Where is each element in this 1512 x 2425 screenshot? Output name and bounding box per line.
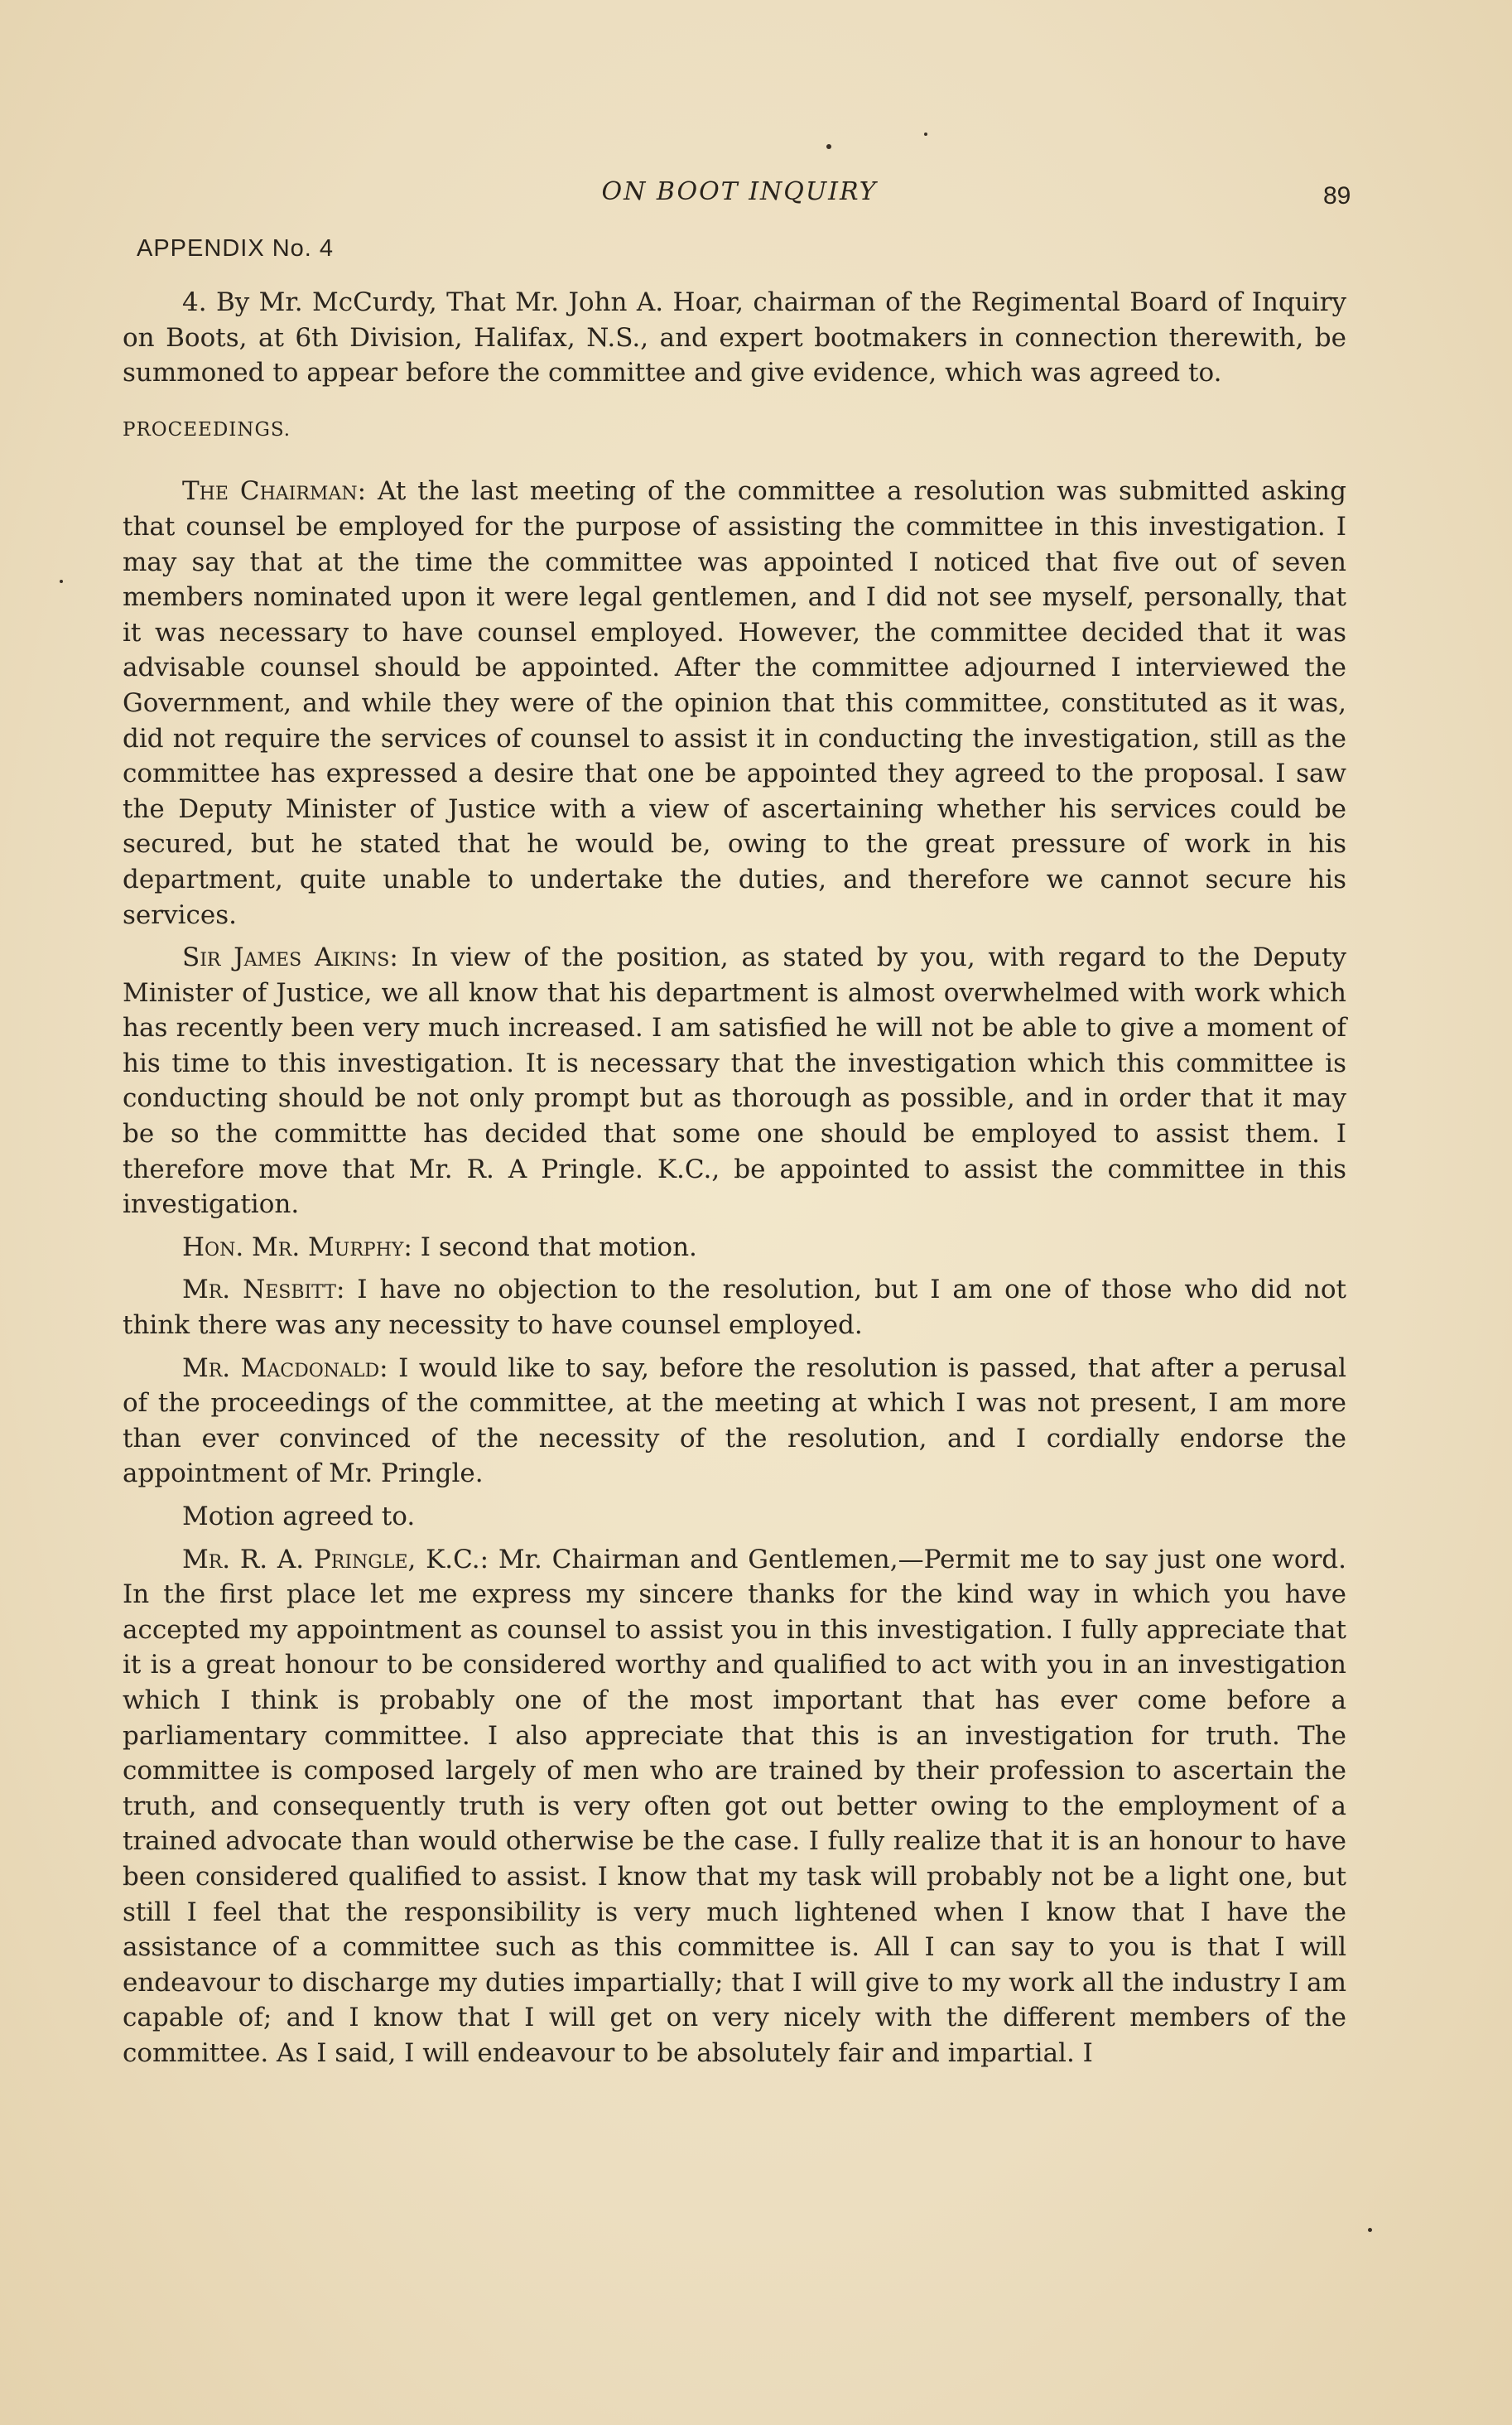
- speech-paragraph: [123, 1542, 1346, 2071]
- speaker-name: Mr. Nesbitt:: [182, 1275, 345, 1305]
- motion-paragraph: 4. By Mr. McCurdy, That Mr. John A. Hoar, chairman of the Regimental Board of Inquiry on Boots, at 6th Division, Halifax, N.S., and expert bootmakers in connection therewith, be summoned to appear before the committee and give evidence, which was agreed to.: [123, 287, 1346, 388]
- speech-text: I have no objection to the resolution, but I am one of those who did not think there was any necessity to have counsel employed.: [123, 1275, 1347, 1341]
- speech-paragraph: [123, 474, 1346, 933]
- speech-paragraph: [123, 1272, 1346, 1343]
- appendix-label: APPENDIX No. 4: [137, 235, 335, 262]
- running-title: ON BOOT INQUIRY: [601, 177, 878, 206]
- speech-text: Motion agreed to.: [182, 1502, 416, 1531]
- ink-speck: [1368, 2228, 1372, 2232]
- speaker-name: Hon. Mr. Murphy:: [182, 1232, 412, 1262]
- running-header: [0, 176, 1512, 209]
- motion-result: [123, 1499, 1346, 1535]
- speaker-name: Mr. R. A. Pringle, K.C.:: [182, 1544, 489, 1574]
- ink-speck: [826, 144, 831, 149]
- ink-speck: [60, 580, 63, 583]
- speech-text: Mr. Chairman and Gentlemen,—Permit me to say just one word. In the first place let me express my sincere thanks for the kind way in which you have accepted my appointment as counsel to assist you in this investigation. I fully appreciate that it is a great honour to be considered worthy and qualified to act with you in an investigation which I think is probably one of the most important that has ever come before a parliamentary committee. I also appreciate that this is an investigation for truth. The committee is composed largely of men who are trained by their profession to ascertain the truth, and consequently truth is very often got out better owing to the employment of a trained advocate than would otherwise be the case. I fully realize that it is an honour to have been considered qualified to assist. I know that my task will probably not be a light one, but still I feel that the responsibility is very much lightened when I know that I have the assistance of a committee such as this committee is. All I can say to you is that I will endeavour to discharge my duties impartially; that I will give to my work all the industry I am capable of; and I know that I will get on very nicely with the different members of the committee. As I said, I will endeavour to be absolutely fair and impartial. I: [123, 1544, 1346, 2068]
- speech-text: At the last meeting of the committee a resolution was submitted asking that counsel be employed for the purpose of assisting the committee in this investigation. I may say that at the time the committee was appointed I noticed that five out of seven members nominated upon it were legal gentlemen, and I did not see myself, personally, that it was necessary to have counsel employed. However, the committee decided that it was advisable counsel should be appointed. After the committee adjourned I interviewed the Government, and while they were of the opinion that this committee, constituted as it was, did not require the services of counsel to assist it in conducting the investigation, still as the committee has expressed a desire that one be appointed they agreed to the proposal. I saw the Deputy Minister of Justice with a view of ascertaining whether his services could be secured, but he stated that he would be, owing to the great pressure of work in his department, quite unable to undertake the duties, and therefore we cannot secure his services.: [123, 476, 1346, 930]
- speech-paragraph: [123, 1351, 1346, 1492]
- speaker-name: The Chairman:: [182, 476, 367, 507]
- speech-text: In view of the position, as stated by you, with regard to the Deputy Minister of Justice, we all know that his department is almost overwhelmed with work which has recently been very much increased. I am satisfied he will not be able to give a moment of his time to this investigation. It is necessary that the investigation which this committee is conducting should be not only prompt but as thorough as possible, and in order that it may be so the committte has decided that some one should be employed to assist them. I therefore move that Mr. R. A Pringle. K.C., be appointed to assist the committee in this investigation.: [123, 943, 1346, 1220]
- ink-speck: [924, 133, 927, 136]
- speech-paragraph: [123, 940, 1346, 1222]
- speech-text: I second that motion.: [412, 1232, 697, 1262]
- page-number: 89: [1323, 182, 1351, 210]
- section-heading: PROCEEDINGS.: [123, 418, 291, 441]
- document-body: [123, 285, 1346, 2079]
- speech-paragraph: [123, 1230, 1346, 1266]
- speech-text: I would like to say, before the resolution is passed, that after a perusal of the proceedings of the committee, at the meeting at which I was not present, I am more than ever convinced of the necessity of the resolution, and I cordially endorse the appointment of Mr. Pringle.: [123, 1352, 1346, 1489]
- speaker-name: Mr. Macdonald:: [182, 1352, 388, 1383]
- speaker-name: Sir James Aikins:: [182, 943, 398, 973]
